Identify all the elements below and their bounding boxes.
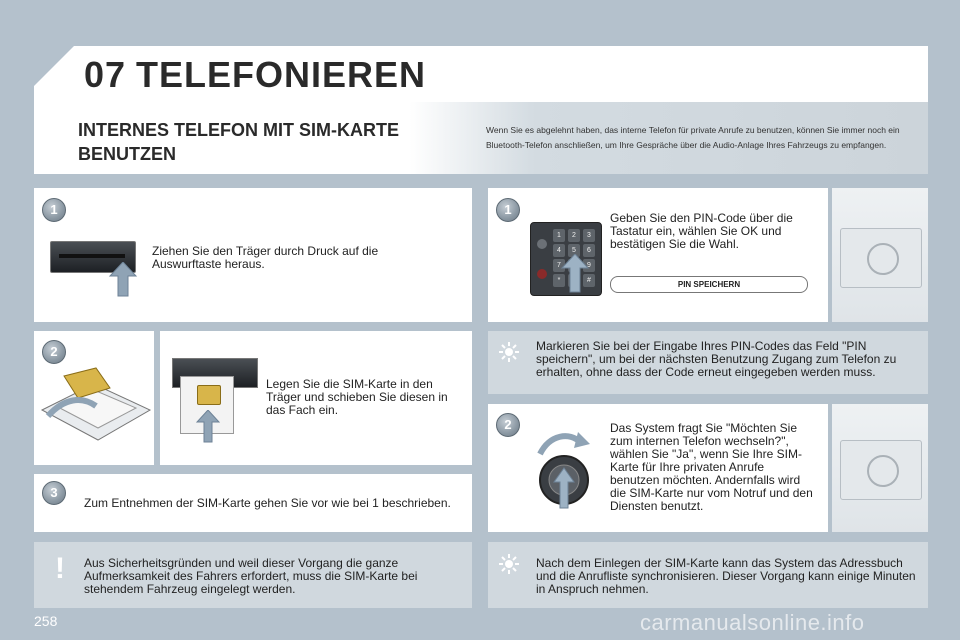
- section-intro: Wenn Sie es abgelehnt haben, das interne Telefon für private Anrufe zu benutzen, können Sie immer noch ein Bluetooth-Telefon anschließen, um Ihre Gespräche über die Audio-Anlage Ihres Fahrzeugs zu empfangen.: [486, 125, 900, 150]
- step-badge-2: 2: [42, 340, 66, 364]
- section-heading-line2: BENUTZEN: [78, 144, 176, 164]
- warning-text: Aus Sicherheitsgründen und weil dieser Vorgang die ganze Aufmerksamkeit des Fahrers erfordert, muss die SIM-Karte bei stehendem Fahrzeug eingelegt werden.: [84, 556, 418, 596]
- step-badge-2-right: 2: [496, 413, 520, 437]
- keypad-key: 2: [568, 229, 580, 242]
- push-arrow-icon: [108, 262, 138, 298]
- watermark: carmanualsonline.info: [640, 610, 865, 635]
- warning-icon: !: [55, 552, 65, 585]
- page-number: 258: [34, 613, 58, 629]
- audio-unit-illustration: [840, 228, 922, 288]
- step-badge-1: 1: [42, 198, 66, 222]
- section-heading-line1: INTERNES TELEFON MIT SIM-KARTE: [78, 120, 399, 140]
- right-step1-text: Geben Sie den PIN-Code über die Tastatur ein, wählen Sie OK und bestätigen Sie die Wahl.: [610, 211, 793, 251]
- tip1-text: Markieren Sie bei der Eingabe Ihres PIN-Codes das Feld "PIN speichern", um bei der nächsten Benutzung Zugang zum Telefon zu erhalten, ohne dass der Code erneut eingegeben werden muss.: [536, 339, 897, 379]
- keypad-key: 3: [583, 229, 595, 242]
- sim-card-tray-illustration: [38, 366, 154, 446]
- tip-lightbulb-icon: [498, 341, 520, 363]
- right-step2-text: Das System fragt Sie "Möchten Sie zum internen Telefon wechseln?", wählen Sie "Ja", wenn Sie Ihre SIM-Karte für Ihre privaten Anrufe benutzen möchten. Andernfalls wird die SIM-Karte nur vom Notruf und den Diensten benutzt.: [610, 421, 813, 513]
- press-arrow-icon: [560, 254, 590, 294]
- keypad-key: 5: [568, 244, 580, 257]
- step-badge-3: 3: [42, 481, 66, 505]
- keypad-key: *: [553, 274, 565, 287]
- page-title: TELEFONIEREN: [136, 54, 427, 95]
- keypad-key: 1: [553, 229, 565, 242]
- tip-lightbulb-icon-2: [498, 553, 520, 575]
- keypad-key: 7: [553, 259, 565, 272]
- keypad-key: 6: [583, 244, 595, 257]
- left-step1-text: Ziehen Sie den Träger durch Druck auf die Auswurftaste heraus.: [152, 244, 379, 271]
- insert-arrow-icon: [196, 410, 220, 444]
- pin-save-button[interactable]: PIN SPEICHERN: [610, 276, 808, 293]
- keypad-key: 4: [553, 244, 565, 257]
- keypad-key: #: [583, 274, 595, 287]
- step-badge-1-right: 1: [496, 198, 520, 222]
- tip2-text: Nach dem Einlegen der SIM-Karte kann das System das Adressbuch und die Anrufliste synchronisieren. Dieser Vorgang kann einige Minuten in Anspruch nehmen.: [536, 556, 916, 596]
- audio-unit-illustration-2: [840, 440, 922, 500]
- keypad-key: 9: [583, 259, 595, 272]
- rotary-knob-illustration: [532, 424, 612, 524]
- left-step3-text: Zum Entnehmen der SIM-Karte gehen Sie vor wie bei 1 beschrieben.: [84, 496, 451, 510]
- left-step2-text: Legen Sie die SIM-Karte in den Träger und schieben Sie diesen in das Fach ein.: [266, 377, 448, 417]
- chapter-number: 07: [84, 54, 127, 95]
